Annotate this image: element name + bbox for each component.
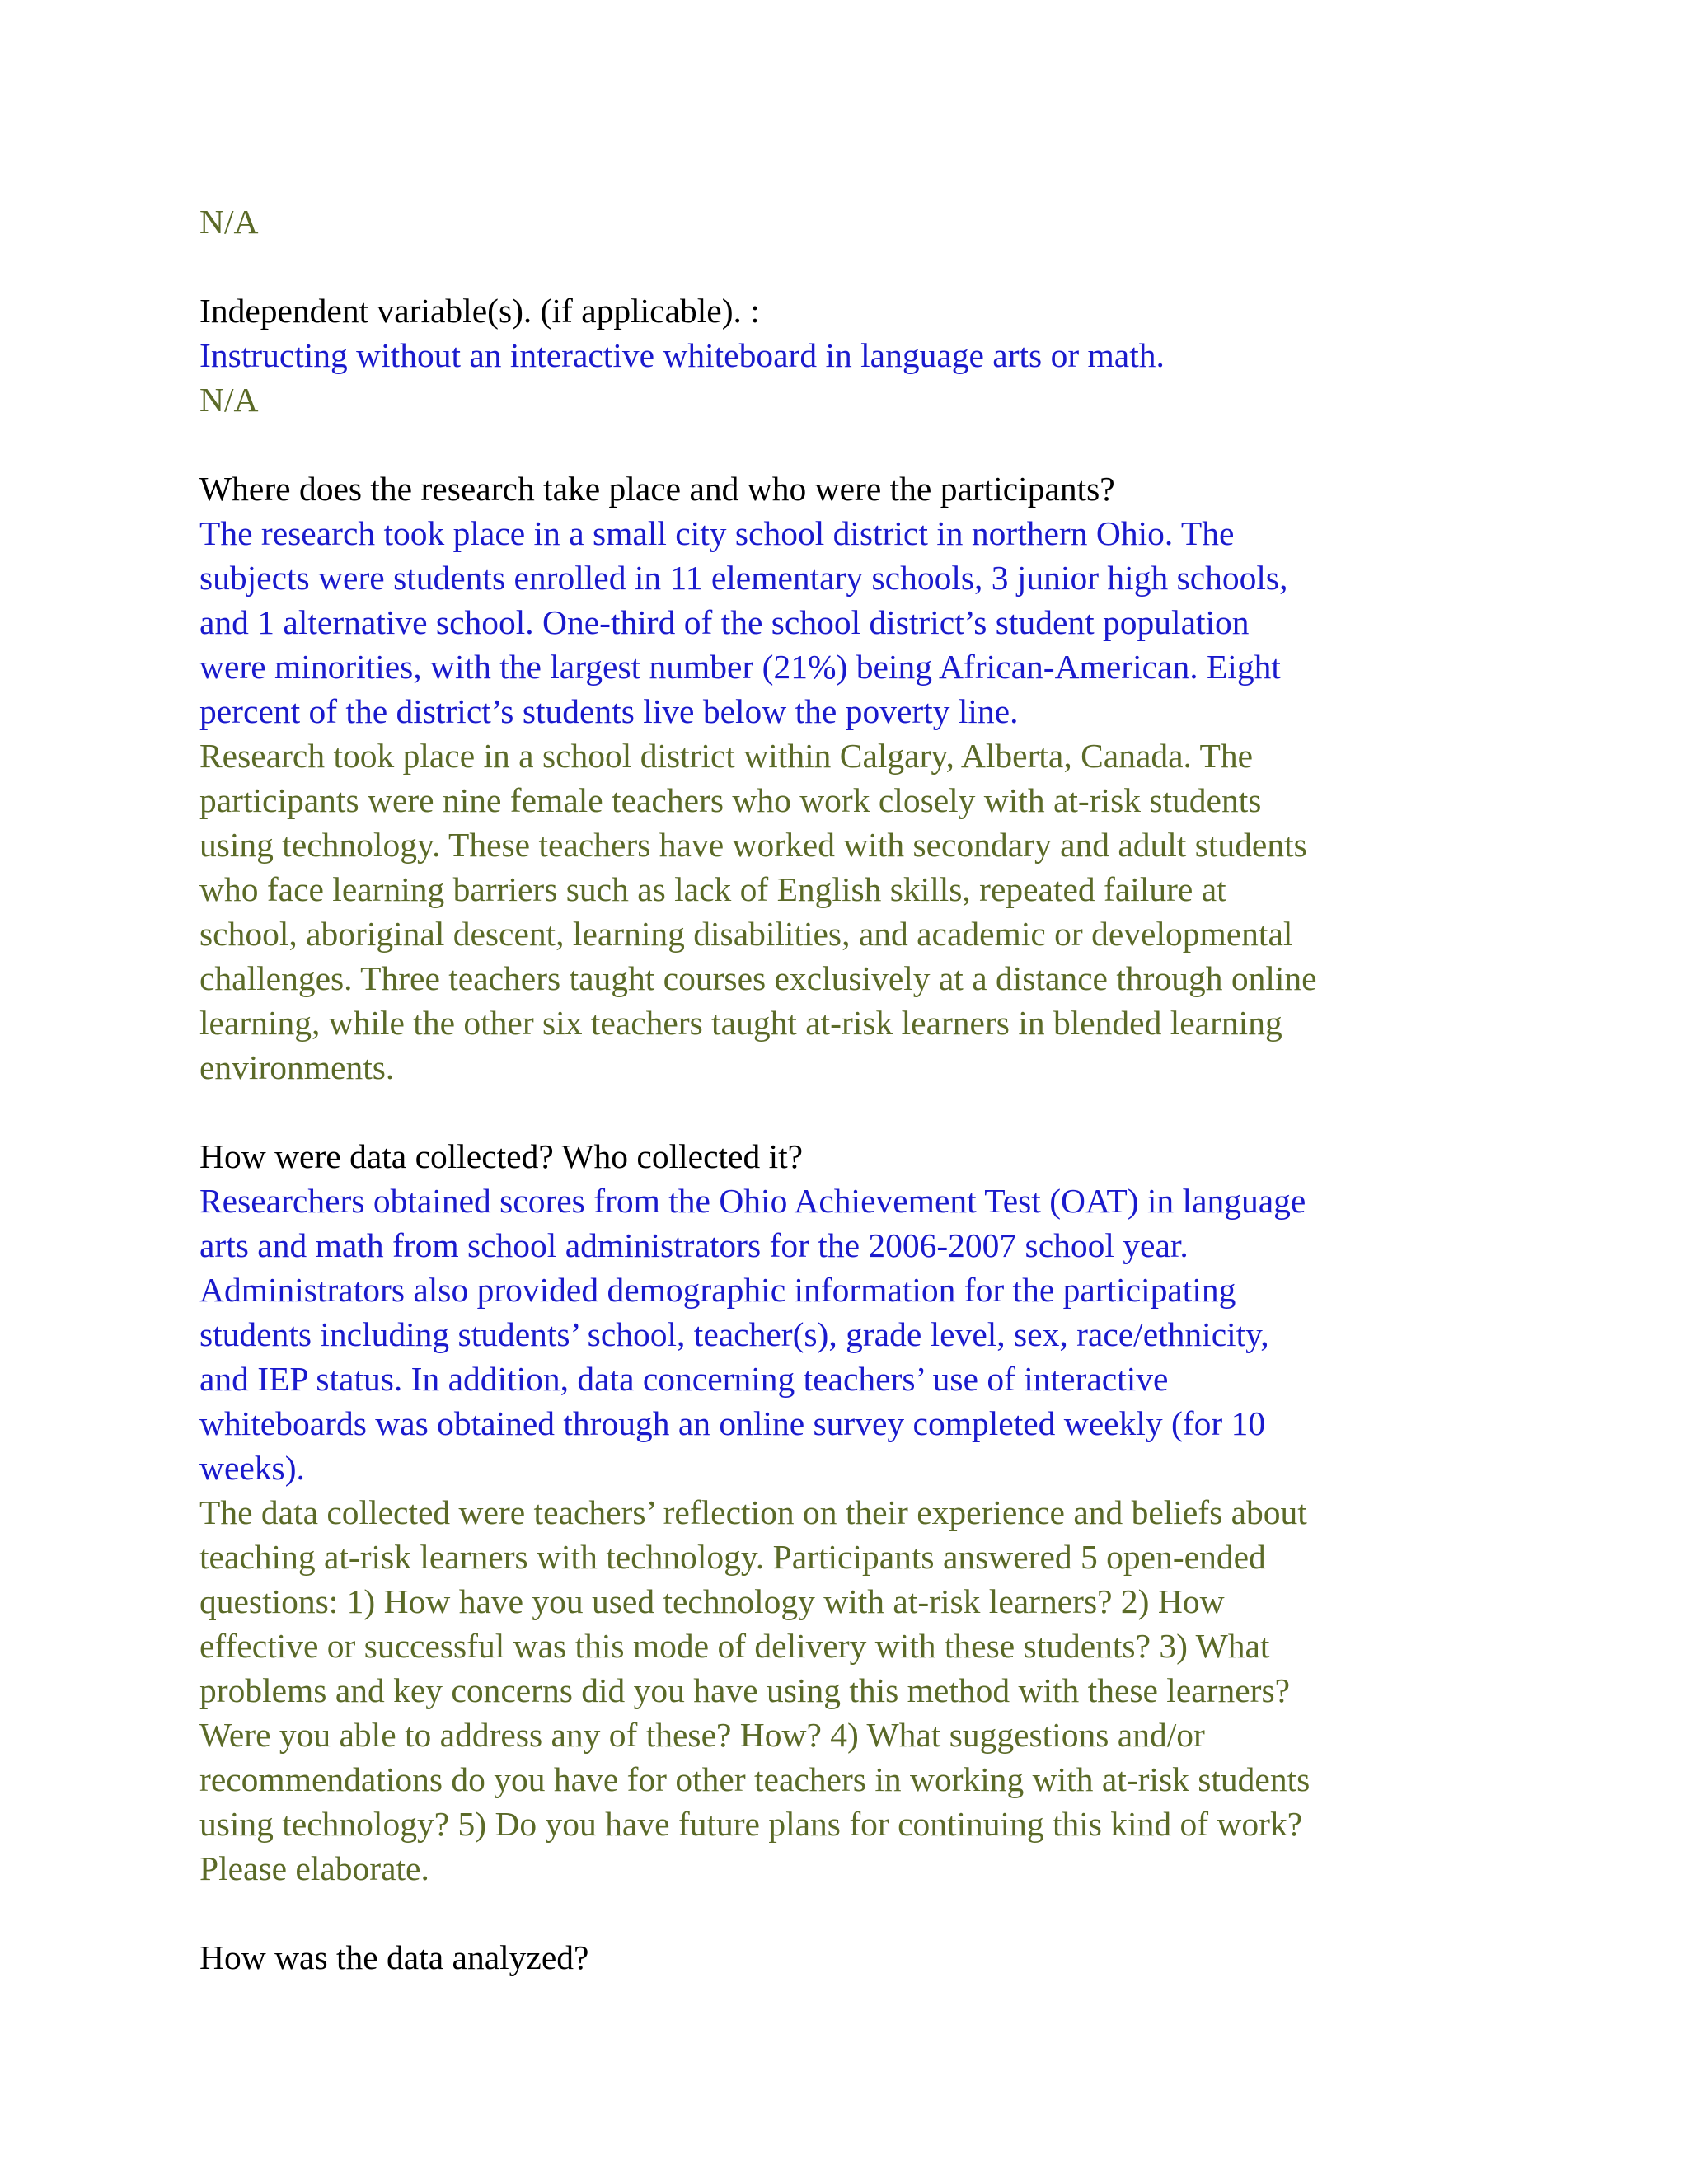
document-page [199, 199, 1510, 1980]
paragraph-gap [199, 1090, 1510, 1134]
data-collection-study-two-answer: The data collected were teachers’ reflection on their experience and beliefs about teaching at-risk learners with technology. Participants answered 5 open-ended questions: 1) How have you used technology with at-risk learners? 2) How effective or successful was this mode of delivery with these students? 3) What problems and key concerns did you have using this method with these learners? Were you able to address any of these? How? 4) What suggestions and/or recommendations do you have for other teachers in working with at-risk students using technology? 5) Do you have future plans for continuing this kind of work? Please elaborate. [199, 1493, 1311, 1887]
setting-participants-question: Where does the research take place and who were the participants? [199, 470, 1115, 508]
independent-variables-question: Independent variable(s). (if applicable). : [199, 292, 760, 330]
data-collection-study-one-answer: Researchers obtained scores from the Ohio Achievement Test (OAT) in language arts and math from school administrators for the 2006-2007 school year. Administrators also provided demographic information for the participating students including students’ school, teacher(s), grade level, sex, race/ethnicity, and IEP status. In addition, data concerning teachers’ use of interactive whiteboards was obtained through an online survey completed weekly (for 10 weeks). [199, 1182, 1306, 1487]
paragraph-gap [199, 422, 1510, 466]
data-analysis-question: How was the data analyzed? [199, 1938, 589, 1976]
paragraph-gap [199, 244, 1510, 288]
top-study-two-answer: N/A [199, 203, 259, 241]
setting-participants-study-one-answer: The research took place in a small city school district in northern Ohio. The subjects were students enrolled in 11 elementary schools, 3 junior high schools, and 1 alternative school. One-third of the school district’s student population were minorities, with the largest number (21%) being African-American. Eight percent of the district’s students live below the poverty line. [199, 514, 1288, 730]
independent-variables-study-two-answer: N/A [199, 381, 259, 419]
data-collection-question: How were data collected? Who collected it? [199, 1137, 804, 1175]
paragraph-gap [199, 1891, 1510, 1935]
independent-variables-study-one-answer: Instructing without an interactive whiteboard in language arts or math. [199, 336, 1165, 374]
setting-participants-study-two-answer: Research took place in a school district within Calgary, Alberta, Canada. The participants were nine female teachers who work closely with at-risk students using technology. These teachers have worked with secondary and adult students who face learning barriers such as lack of English skills, repeated failure at school, aboriginal descent, learning disabilities, and academic or developmental challenges. Three teachers taught courses exclusively at a distance through online learning, while the other six teachers taught at-risk learners in blended learning environments. [199, 737, 1317, 1086]
